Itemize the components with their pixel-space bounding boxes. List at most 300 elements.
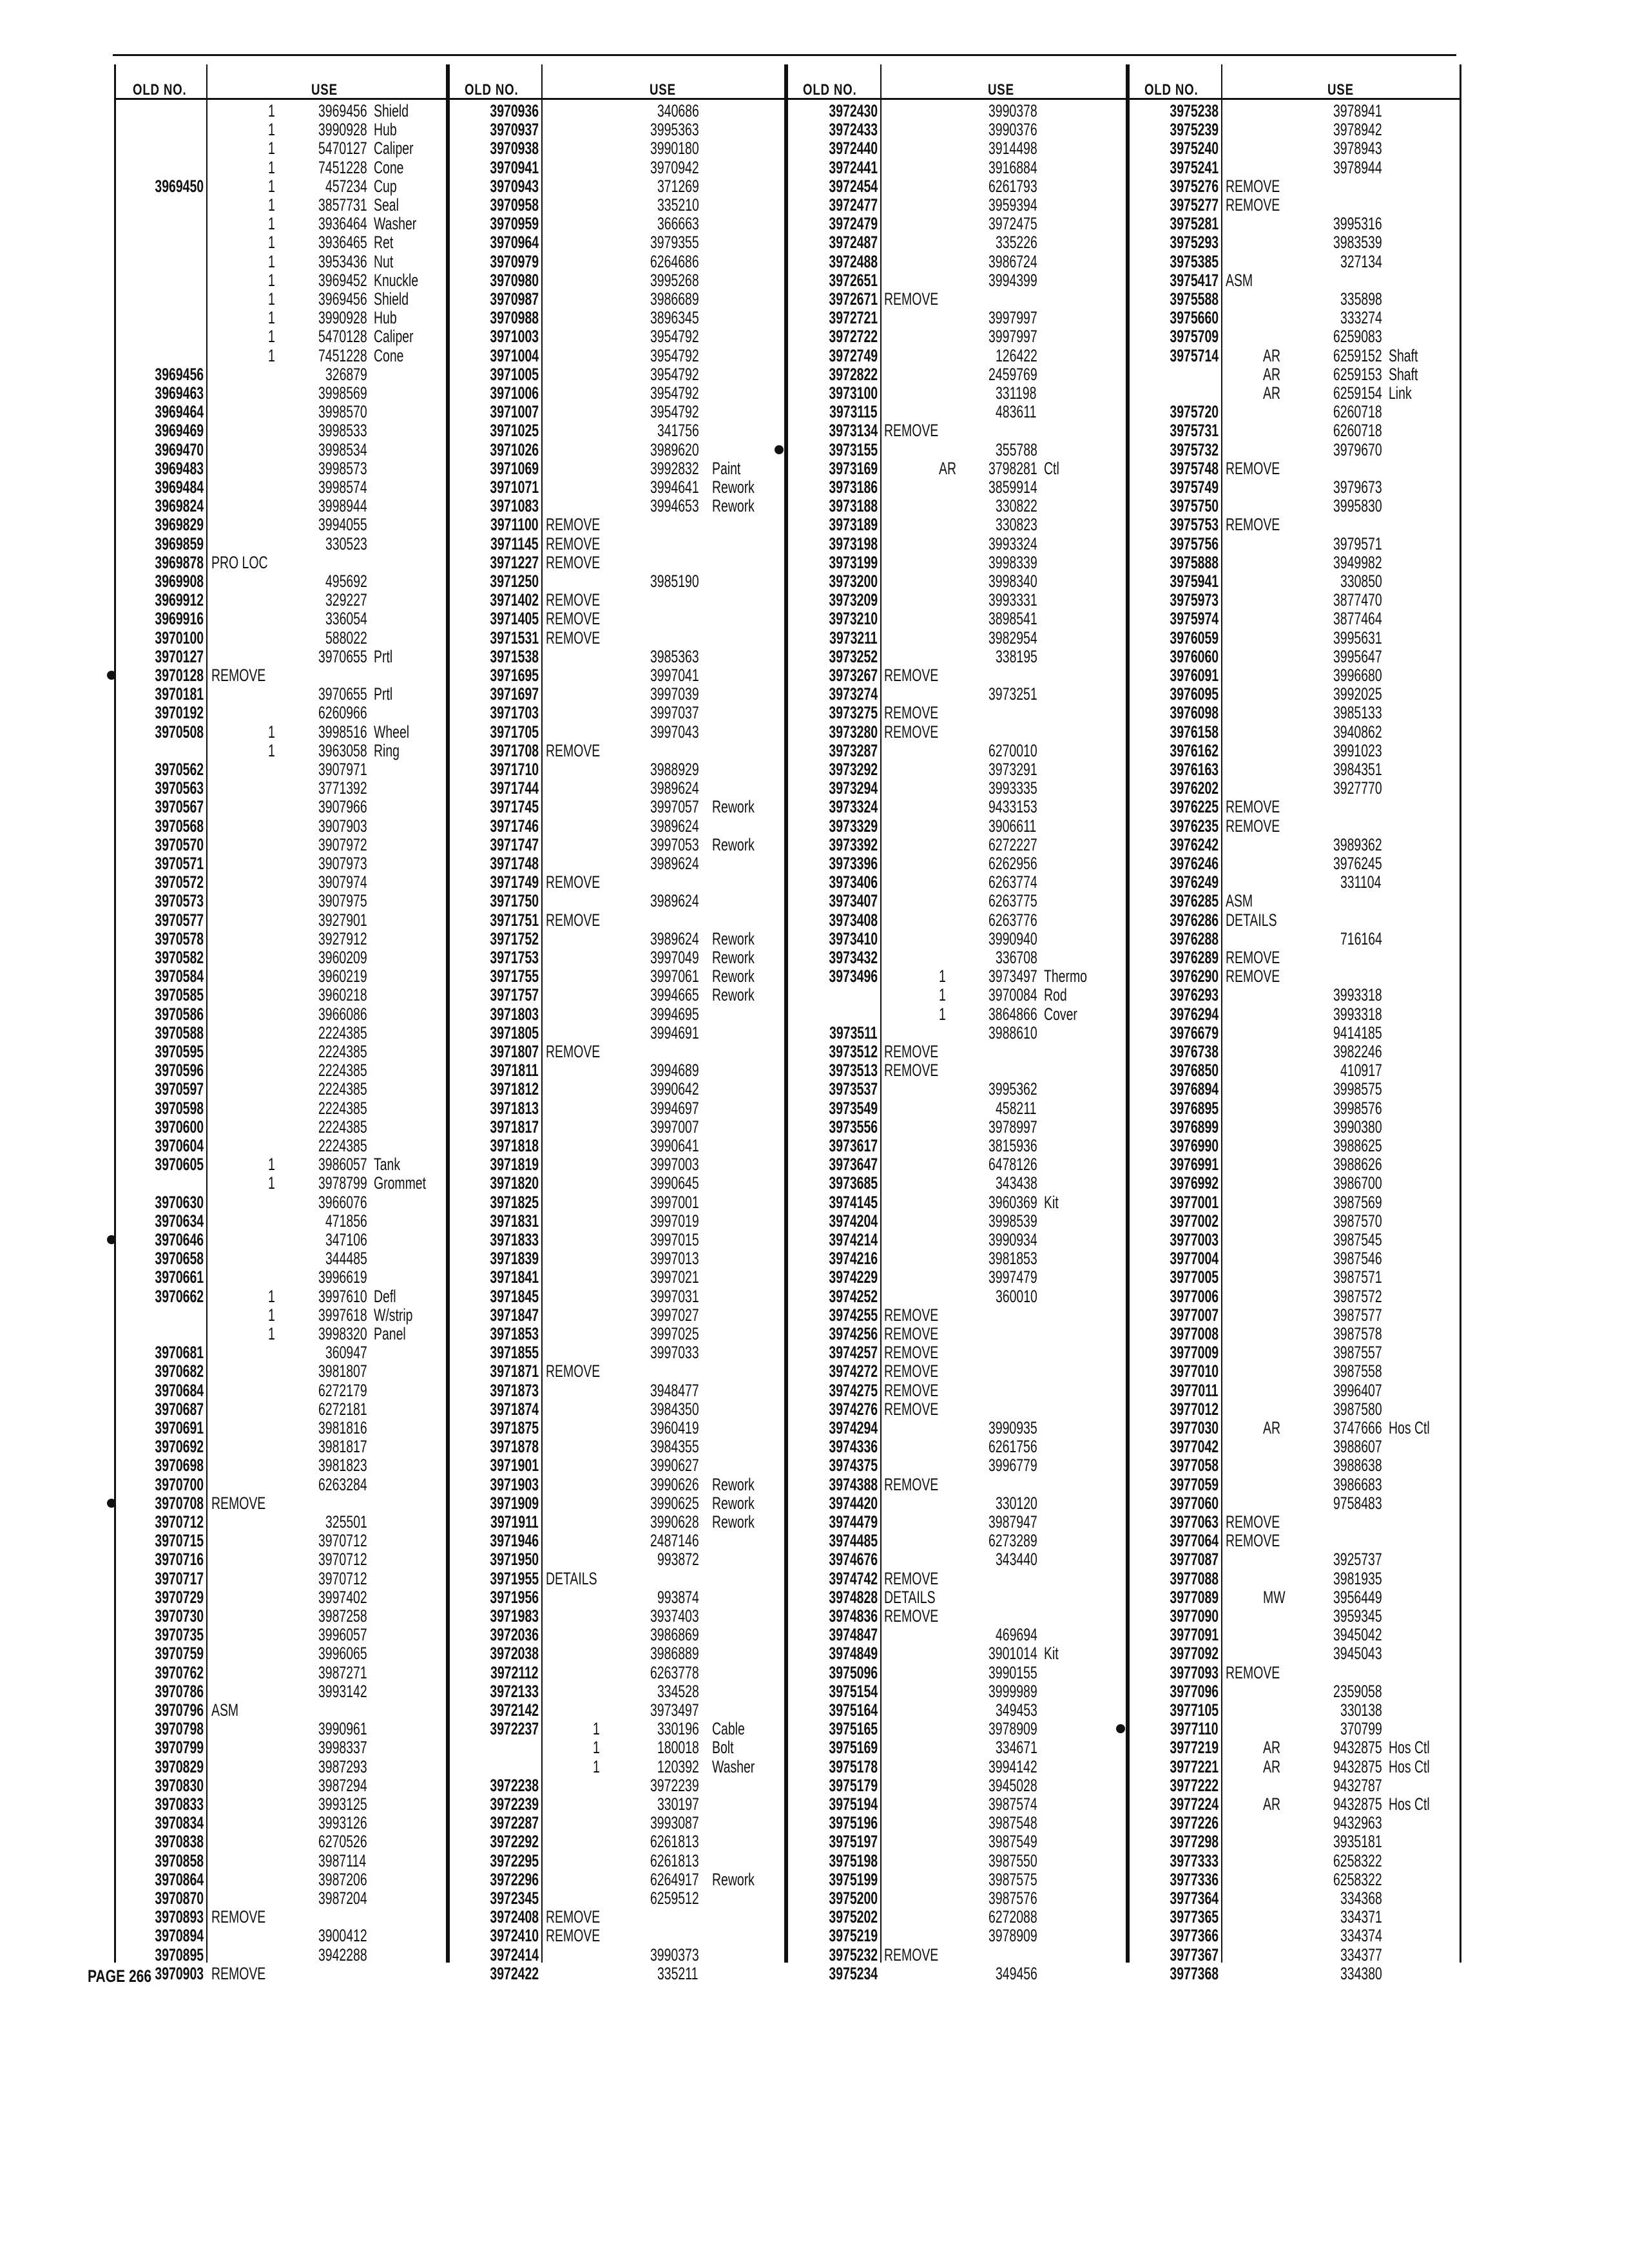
old-no-cell	[448, 836, 539, 854]
old-no-cell	[1128, 1758, 1219, 1776]
old-no-cell	[448, 347, 539, 365]
use-number: 3987575	[988, 1869, 1038, 1889]
status-note: REMOVE	[546, 1926, 601, 1946]
use-number: 3997043	[650, 722, 700, 742]
old-no-cell	[448, 159, 539, 177]
old-number: 3972671	[829, 289, 878, 309]
old-number: 3971703	[490, 703, 539, 723]
old-number: 3975731	[1170, 421, 1219, 441]
use-number: 335898	[1340, 289, 1383, 309]
old-no-cell	[448, 102, 539, 120]
old-no-cell	[1128, 253, 1219, 271]
old-no-cell	[1128, 629, 1219, 648]
table-row	[786, 1231, 1128, 1249]
quantity: 1	[268, 233, 275, 253]
old-no-cell	[786, 1532, 878, 1550]
status-note: REMOVE	[884, 1380, 939, 1400]
table-row	[116, 1927, 448, 1945]
status-note: REMOVE	[1226, 458, 1280, 478]
use-number: 3981853	[988, 1249, 1038, 1269]
old-number: 3971817	[490, 1117, 539, 1137]
old-no-cell	[1128, 911, 1219, 930]
table-row	[116, 1024, 448, 1043]
old-no-cell	[786, 1343, 878, 1362]
table-row	[448, 403, 786, 421]
use-number: 3901014	[988, 1644, 1038, 1664]
old-number: 3977219	[1170, 1738, 1219, 1758]
old-no-cell	[448, 177, 539, 196]
old-number: 3976679	[1170, 1023, 1219, 1043]
old-no-cell	[448, 1570, 539, 1588]
table-row	[1128, 102, 1460, 120]
use-number: 3997057	[650, 797, 700, 817]
use-number: 6260966	[318, 703, 368, 723]
table-row	[1128, 854, 1460, 873]
old-no-cell	[786, 1118, 878, 1137]
table-row	[116, 1870, 448, 1889]
status-note: REMOVE	[884, 1568, 939, 1588]
table-row	[116, 1946, 448, 1965]
use-number: 3985363	[650, 646, 700, 666]
old-number: 3973396	[829, 854, 878, 873]
old-no-cell	[116, 1231, 204, 1249]
old-no-cell	[1128, 1720, 1219, 1738]
old-no-cell	[448, 1381, 539, 1400]
old-number: 3971911	[490, 1512, 539, 1532]
table-row	[1128, 1249, 1460, 1268]
old-no-cell	[448, 535, 539, 553]
table-row	[786, 441, 1128, 459]
old-no-cell	[1128, 591, 1219, 610]
old-number: 3970979	[490, 251, 539, 271]
table-row	[786, 421, 1128, 440]
table-row	[786, 1852, 1128, 1870]
table-row	[1128, 233, 1460, 252]
part-description: Kit	[1044, 1644, 1059, 1664]
use-number: 3984351	[1333, 760, 1383, 779]
table-row	[786, 553, 1128, 572]
table-row	[448, 1607, 786, 1626]
old-no-cell	[116, 1400, 204, 1419]
table-row	[1128, 535, 1460, 553]
use-number: 2359058	[1333, 1681, 1383, 1701]
use-number: 993874	[657, 1587, 700, 1607]
table-row	[786, 1456, 1128, 1475]
old-no-cell	[1128, 1832, 1219, 1851]
part-description: Ctl	[1044, 458, 1059, 478]
use-number: 6263778	[650, 1662, 700, 1682]
use-number: 3982246	[1333, 1042, 1383, 1061]
use-number: 334374	[1340, 1926, 1383, 1946]
table-row	[786, 1155, 1128, 1174]
table-row	[116, 723, 448, 742]
table-row	[448, 1570, 786, 1588]
old-no-cell	[1128, 515, 1219, 534]
quantity: MW	[1263, 1587, 1286, 1607]
old-number: 3972287	[490, 1813, 539, 1833]
old-no-cell	[448, 742, 539, 760]
old-no-cell	[1128, 986, 1219, 1004]
use-number: 2459769	[988, 364, 1038, 384]
old-number: 3971531	[490, 628, 539, 648]
old-number: 3970716	[155, 1550, 204, 1570]
old-no-cell	[116, 685, 204, 704]
part-description: Link	[1389, 383, 1412, 403]
old-no-cell	[116, 421, 204, 440]
table-row	[116, 930, 448, 948]
old-no-cell	[786, 553, 878, 572]
use-number: 3998320	[318, 1324, 368, 1343]
table-row	[786, 327, 1128, 346]
old-no-cell	[116, 629, 204, 648]
use-number: 3988607	[1333, 1437, 1383, 1457]
old-number: 3971006	[490, 383, 539, 403]
old-no-cell	[786, 1870, 878, 1889]
old-number: 3970571	[155, 854, 204, 873]
old-number: 3977012	[1170, 1399, 1219, 1419]
table-row	[116, 233, 448, 252]
table-row	[448, 967, 786, 986]
old-no-cell	[116, 1381, 204, 1400]
use-number: 349453	[996, 1700, 1038, 1720]
old-no-cell	[116, 1607, 204, 1626]
part-description: Rework	[712, 928, 755, 948]
use-number: 3998944	[318, 496, 368, 516]
old-no-cell	[448, 572, 539, 591]
use-number: 3998534	[318, 439, 368, 459]
old-no-header: OLD NO.	[803, 81, 857, 99]
bullet-marker	[107, 1235, 116, 1244]
use-number: 326879	[325, 364, 368, 384]
part-description: Caliper	[374, 139, 414, 159]
old-number: 3977011	[1170, 1380, 1219, 1400]
old-no-cell	[1128, 1738, 1219, 1757]
old-no-cell	[448, 1193, 539, 1212]
table-row	[1128, 1795, 1460, 1814]
table-row	[448, 196, 786, 215]
table-row	[448, 1193, 786, 1212]
old-number: 3976294	[1170, 1004, 1219, 1024]
old-no-cell	[116, 1061, 204, 1080]
use-number: 3978799	[318, 1173, 368, 1193]
old-number: 3970958	[490, 195, 539, 215]
old-no-cell	[1128, 1475, 1219, 1494]
table-row	[448, 873, 786, 892]
table-row	[1128, 1494, 1460, 1513]
old-number: 3971833	[490, 1230, 539, 1249]
old-number: 3973209	[829, 590, 878, 610]
old-number: 3969878	[155, 552, 204, 572]
old-number: 3975169	[829, 1738, 878, 1758]
use-number: 335226	[996, 233, 1038, 253]
table-row	[786, 930, 1128, 948]
use-number: 120392	[657, 1756, 700, 1776]
old-number: 3977368	[1170, 1963, 1219, 1983]
old-no-cell	[786, 327, 878, 346]
old-no-cell	[448, 1626, 539, 1644]
old-number: 3977221	[1170, 1756, 1219, 1776]
old-no-cell	[786, 1249, 878, 1268]
old-number: 3972651	[829, 270, 878, 290]
old-number: 3970830	[155, 1775, 204, 1795]
use-number: 9758483	[1333, 1493, 1383, 1513]
table-row	[448, 1588, 786, 1607]
table-row	[116, 120, 448, 139]
use-number: 3986683	[1333, 1474, 1383, 1494]
old-no-cell	[1128, 102, 1219, 120]
status-note: REMOVE	[546, 552, 601, 572]
old-number: 3977004	[1170, 1249, 1219, 1269]
table-row	[1128, 215, 1460, 233]
table-row	[116, 873, 448, 892]
use-number: 3990626	[650, 1474, 700, 1494]
table-row	[786, 1550, 1128, 1569]
old-number: 3971083	[490, 496, 539, 516]
status-note: REMOVE	[1226, 176, 1280, 196]
old-no-cell	[786, 1626, 878, 1644]
use-number: 3987550	[988, 1850, 1038, 1870]
table-row	[448, 1475, 786, 1494]
table-row	[448, 1908, 786, 1927]
table-row	[116, 1664, 448, 1682]
old-number: 3971831	[490, 1211, 539, 1231]
table-row	[1128, 892, 1460, 910]
table-row	[1128, 1193, 1460, 1212]
old-number: 3972422	[490, 1963, 539, 1983]
use-number: 3907974	[318, 872, 368, 892]
table-row	[448, 120, 786, 139]
use-number: 3987580	[1333, 1399, 1383, 1419]
page-number: PAGE 266	[88, 1966, 152, 1986]
old-no-cell	[786, 177, 878, 196]
old-no-cell	[1128, 120, 1219, 139]
old-number: 3970598	[155, 1098, 204, 1118]
old-no-cell	[116, 1738, 204, 1757]
use-number: 3992025	[1333, 684, 1383, 704]
table-row	[448, 836, 786, 854]
use-number: 180018	[657, 1738, 700, 1758]
use-number: 3996619	[318, 1267, 368, 1287]
table-row	[786, 309, 1128, 327]
old-number: 3970596	[155, 1061, 204, 1081]
table-row	[1128, 1118, 1460, 1137]
table-row	[786, 1814, 1128, 1832]
old-number: 3975096	[829, 1662, 878, 1682]
table-row	[448, 1927, 786, 1945]
old-number: 3974375	[829, 1456, 878, 1475]
old-number: 3972822	[829, 364, 878, 384]
old-number: 3970181	[155, 684, 204, 704]
old-no-cell	[786, 1889, 878, 1908]
table-row	[448, 666, 786, 685]
old-number: 3973617	[829, 1136, 878, 1155]
old-number: 3970582	[155, 948, 204, 967]
old-number: 3975756	[1170, 533, 1219, 553]
status-note: REMOVE	[1226, 515, 1280, 535]
old-number: 3971946	[490, 1531, 539, 1551]
old-number: 3971004	[490, 345, 539, 365]
use-number: 3948477	[650, 1380, 700, 1400]
old-number: 3976899	[1170, 1117, 1219, 1137]
old-number: 3971819	[490, 1155, 539, 1175]
table-row	[448, 1343, 786, 1362]
part-description: Shaft	[1389, 364, 1418, 384]
old-no-cell	[448, 798, 539, 816]
old-no-cell	[1128, 1043, 1219, 1061]
use-number: 3997610	[318, 1286, 368, 1306]
use-number: 3907972	[318, 834, 368, 854]
table-row	[786, 1475, 1128, 1494]
part-description: Rework	[712, 797, 755, 817]
old-no-cell	[1128, 779, 1219, 798]
use-number: 3996407	[1333, 1380, 1383, 1400]
use-number: 3972475	[988, 214, 1038, 234]
old-no-cell	[1128, 723, 1219, 742]
table-row	[786, 685, 1128, 704]
use-number: 3927912	[318, 928, 368, 948]
table-row	[786, 948, 1128, 967]
old-number: 3976060	[1170, 646, 1219, 666]
table-row	[116, 1231, 448, 1249]
old-number: 3977367	[1170, 1945, 1219, 1965]
use-number: 3995363	[650, 120, 700, 140]
use-number: 471856	[325, 1211, 368, 1231]
old-no-cell	[786, 1701, 878, 1720]
table-row	[116, 1570, 448, 1588]
quantity: 1	[268, 120, 275, 140]
use-number: 3960369	[988, 1192, 1038, 1212]
part-description: Panel	[374, 1324, 406, 1343]
use-number: 3988625	[1333, 1136, 1383, 1155]
use-number: 3986700	[1333, 1173, 1383, 1193]
use-number: 3990934	[988, 1230, 1038, 1249]
use-number: 330850	[1340, 572, 1383, 591]
use-number: 3994695	[650, 1004, 700, 1024]
old-no-cell	[786, 1061, 878, 1080]
part-description: Cone	[374, 157, 404, 177]
old-number: 3970662	[155, 1286, 204, 1306]
use-number: 3994055	[318, 515, 368, 535]
use-number: 344485	[325, 1249, 368, 1269]
use-number: 3978909	[988, 1926, 1038, 1946]
table-row	[116, 1550, 448, 1569]
old-number: 3972296	[490, 1869, 539, 1889]
bullet-marker	[775, 445, 784, 454]
use-number: 3997997	[988, 327, 1038, 347]
old-no-cell	[1128, 1852, 1219, 1870]
old-number: 3969908	[155, 572, 204, 591]
old-no-cell	[1128, 1268, 1219, 1287]
old-no-cell	[448, 1231, 539, 1249]
old-number: 3976202	[1170, 778, 1219, 798]
table-row	[448, 1306, 786, 1325]
use-number: 3970712	[318, 1568, 368, 1588]
table-row	[786, 233, 1128, 252]
old-number: 3972112	[490, 1662, 539, 1682]
quantity: 1	[268, 139, 275, 159]
old-no-cell	[786, 1644, 878, 1663]
old-no-cell	[448, 1080, 539, 1099]
table-row	[1128, 760, 1460, 779]
status-note: REMOVE	[1226, 1512, 1280, 1532]
old-no-cell	[1128, 1099, 1219, 1118]
use-number: 2224385	[318, 1079, 368, 1099]
old-no-cell	[448, 1061, 539, 1080]
old-no-cell	[1128, 760, 1219, 779]
use-number: 3998569	[318, 383, 368, 403]
part-description: Cup	[374, 176, 397, 196]
old-no-cell	[1128, 1570, 1219, 1588]
status-note: REMOVE	[884, 1305, 939, 1325]
old-no-cell	[448, 1870, 539, 1889]
old-no-cell	[116, 1795, 204, 1814]
old-no-cell	[116, 610, 204, 628]
table-row	[786, 986, 1128, 1004]
old-number: 3971748	[490, 854, 539, 873]
table-row	[448, 271, 786, 290]
table-row	[448, 1249, 786, 1268]
old-number: 3977366	[1170, 1926, 1219, 1946]
table-row	[448, 1137, 786, 1155]
status-note: REMOVE	[884, 1361, 939, 1381]
table-row	[1128, 347, 1460, 365]
use-number: 3982954	[988, 628, 1038, 648]
quantity: AR	[939, 458, 957, 478]
old-number: 3970893	[155, 1907, 204, 1927]
old-no-cell	[786, 1137, 878, 1155]
old-number: 3970858	[155, 1850, 204, 1870]
table-row	[448, 1513, 786, 1532]
quantity: 1	[268, 270, 275, 290]
table-row	[448, 1080, 786, 1099]
quantity: 1	[593, 1756, 600, 1776]
use-number: 495692	[325, 572, 368, 591]
old-number: 3975199	[829, 1869, 878, 1889]
status-note: REMOVE	[1226, 816, 1280, 836]
old-no-cell	[786, 309, 878, 327]
table-row	[116, 666, 448, 685]
old-number: 3975417	[1170, 270, 1219, 290]
old-no-cell	[1128, 1419, 1219, 1437]
old-number: 3972038	[490, 1644, 539, 1664]
old-no-cell	[448, 1005, 539, 1024]
old-no-cell	[448, 1419, 539, 1437]
old-number: 3971026	[490, 439, 539, 459]
use-number: 3994653	[650, 496, 700, 516]
old-number: 3971853	[490, 1324, 539, 1343]
table-row	[448, 1362, 786, 1381]
old-no-cell	[1128, 309, 1219, 327]
table-row	[448, 253, 786, 271]
use-number: 3970084	[988, 985, 1038, 1005]
use-number: 3997041	[650, 666, 700, 685]
table-row	[448, 1212, 786, 1231]
table-row	[786, 1137, 1128, 1155]
old-no-cell	[448, 1249, 539, 1268]
old-no-cell	[116, 1475, 204, 1494]
old-number: 3970735	[155, 1625, 204, 1645]
old-number: 3971751	[490, 910, 539, 930]
old-number: 3971955	[490, 1568, 539, 1588]
old-no-cell	[448, 610, 539, 628]
old-number: 3976162	[1170, 740, 1219, 760]
old-number: 3973287	[829, 740, 878, 760]
table-row	[448, 1174, 786, 1193]
table-row	[786, 817, 1128, 836]
table-row	[116, 1212, 448, 1231]
table-row	[448, 1532, 786, 1550]
use-number: 334377	[1340, 1945, 1383, 1965]
